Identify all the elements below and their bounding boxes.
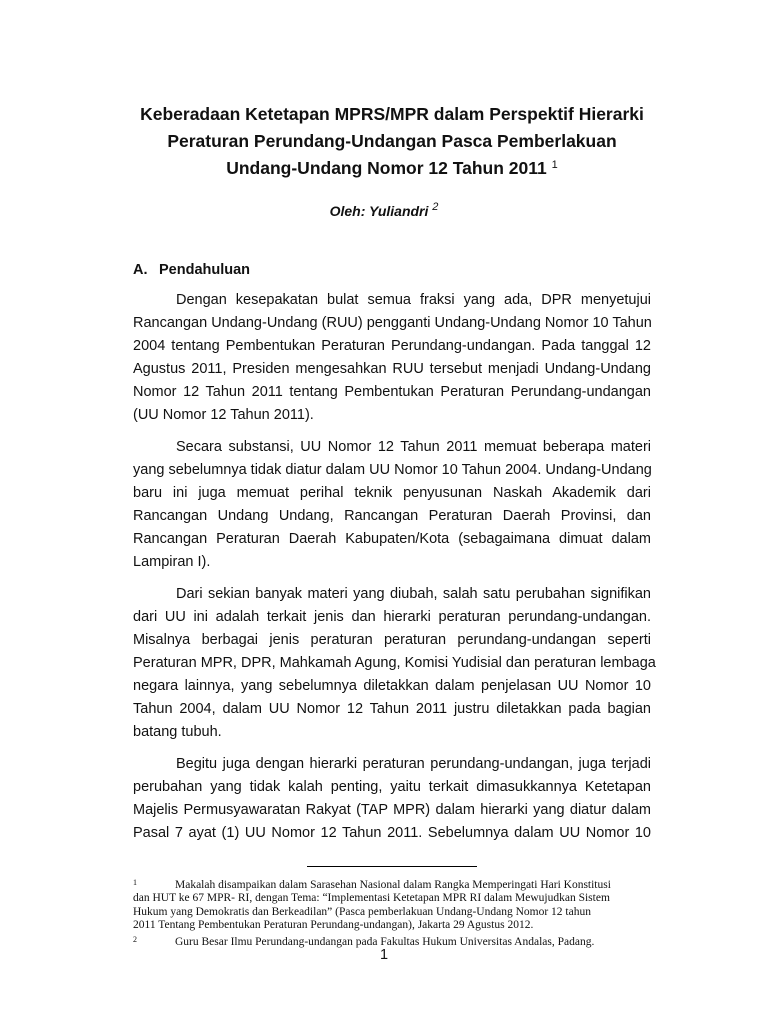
paragraph-line: Pasal 7 ayat (1) UU Nomor 12 Tahun 2011. Sebelumnya dalam UU Nomor 10 xyxy=(133,825,651,841)
paragraph-line: Lampiran I). xyxy=(133,554,211,570)
title-footnote-ref: 1 xyxy=(551,159,558,171)
paragraph-line: Rancangan Undang-Undang (RUU) pengganti Undang-Undang Nomor 10 Tahun xyxy=(133,315,652,331)
paragraph-line: baru ini juga memuat perihal teknik penyusunan Naskah Akademik dari xyxy=(133,485,651,501)
title-line-text: Undang-Undang Nomor 12 Tahun 2011 xyxy=(226,158,547,178)
footnotes xyxy=(133,876,651,949)
paragraph-line: Agustus 2011, Presiden mengesahkan RUU tersebut menjadi Undang-Undang xyxy=(133,361,651,377)
paragraph-line: Peraturan MPR, DPR, Mahkamah Agung, Komisi Yudisial dan peraturan lembaga xyxy=(133,655,656,671)
paragraph-line: yang sebelumnya tidak diatur dalam UU Nomor 10 Tahun 2004. Undang-Undang xyxy=(133,462,652,478)
footnote-text: Guru Besar Ilmu Perundang-undangan pada Fakultas Hukum Universitas Andalas, Padang. xyxy=(175,935,595,948)
footnote-text: 2011 Tentang Pembentukan Peraturan Perundang-undangan), Jakarta 29 Agustus 2012. xyxy=(133,919,534,932)
paragraph-line: batang tubuh. xyxy=(133,724,222,740)
section-heading xyxy=(133,262,250,278)
footnote xyxy=(133,876,651,933)
section-number: A. xyxy=(133,262,148,278)
author-footnote-ref: 2 xyxy=(432,201,439,213)
paragraph-line: negara lainnya, yang sebelumnya diletakkan dalam penjelasan UU Nomor 10 xyxy=(133,678,651,694)
author-byline xyxy=(0,203,768,219)
paragraph xyxy=(133,436,651,574)
paragraph xyxy=(133,753,651,845)
paragraph-line: 2004 tentang Pembentukan Peraturan Perundang-undangan. Pada tanggal 12 xyxy=(133,338,651,354)
paragraph-line: Begitu juga dengan hierarki peraturan perundang-undangan, juga terjadi xyxy=(176,756,651,772)
title-line: Peraturan Perundang-Undangan Pasca Pemberlakuan xyxy=(167,131,617,151)
paragraph-line: Dari sekian banyak materi yang diubah, salah satu perubahan signifikan xyxy=(176,586,651,602)
paragraph-line: dari UU ini adalah terkait jenis dan hierarki peraturan perundang-undangan. xyxy=(133,609,651,625)
author-name: Oleh: Yuliandri xyxy=(329,203,429,219)
footnote-line xyxy=(133,906,651,919)
footnote-text: Makalah disampaikan dalam Sarasehan Nasional dalam Rangka Memperingati Hari Konstitusi xyxy=(175,879,611,891)
footnote-separator xyxy=(307,866,477,867)
section-title: Pendahuluan xyxy=(159,262,251,278)
footnote-text: Hukum yang Demokratis dan Berkeadilan” (Pasca pemberlakuan Undang-Undang Nomor 12 tahun xyxy=(133,905,591,918)
paragraph xyxy=(133,289,651,427)
page-number: 1 xyxy=(379,947,389,963)
paragraph xyxy=(133,583,656,744)
title-line-last xyxy=(100,155,684,182)
paragraph-line: Rancangan Undang Undang, Rancangan Peraturan Daerah Provinsi, dan xyxy=(133,508,651,524)
paragraph-line: Tahun 2004, dalam UU Nomor 12 Tahun 2011 justru diletakkan pada bagian xyxy=(133,701,651,717)
paragraph-line: (UU Nomor 12 Tahun 2011). xyxy=(133,407,314,423)
title-line: Keberadaan Ketetapan MPRS/MPR dalam Perspektif Hierarki xyxy=(140,104,644,124)
document-title xyxy=(100,101,684,182)
footnote-line xyxy=(133,892,651,905)
paragraph-line: Rancangan Peraturan Daerah Kabupaten/Kota (sebagaimana dimuat dalam xyxy=(133,531,651,547)
body-text xyxy=(133,289,656,854)
footnote-text: dan HUT ke 67 MPR- RI, dengan Tema: “Implementasi Ketetapan MPR RI dalam Mewujudkan Sistem xyxy=(133,892,610,905)
paragraph-line: Dengan kesepakatan bulat semua fraksi yang ada, DPR menyetujui xyxy=(176,292,651,308)
footnote-marker: 2 xyxy=(133,934,137,944)
footnote-line xyxy=(133,876,651,892)
paragraph-line: perubahan yang tidak kalah penting, yaitu terkait dimasukkannya Ketetapan xyxy=(133,779,651,795)
footnote-line xyxy=(133,919,651,932)
paragraph-line: Misalnya berbagai jenis peraturan peraturan perundang-undangan seperti xyxy=(133,632,651,648)
paragraph-line: Secara substansi, UU Nomor 12 Tahun 2011 memuat beberapa materi xyxy=(176,439,651,455)
footnote-marker: 1 xyxy=(133,878,137,887)
paragraph-line: Majelis Permusyawaratan Rakyat (TAP MPR) dalam hierarki yang diatur dalam xyxy=(133,802,651,818)
paragraph-line: Nomor 12 Tahun 2011 tentang Pembentukan Peraturan Perundang-undangan xyxy=(133,384,651,400)
